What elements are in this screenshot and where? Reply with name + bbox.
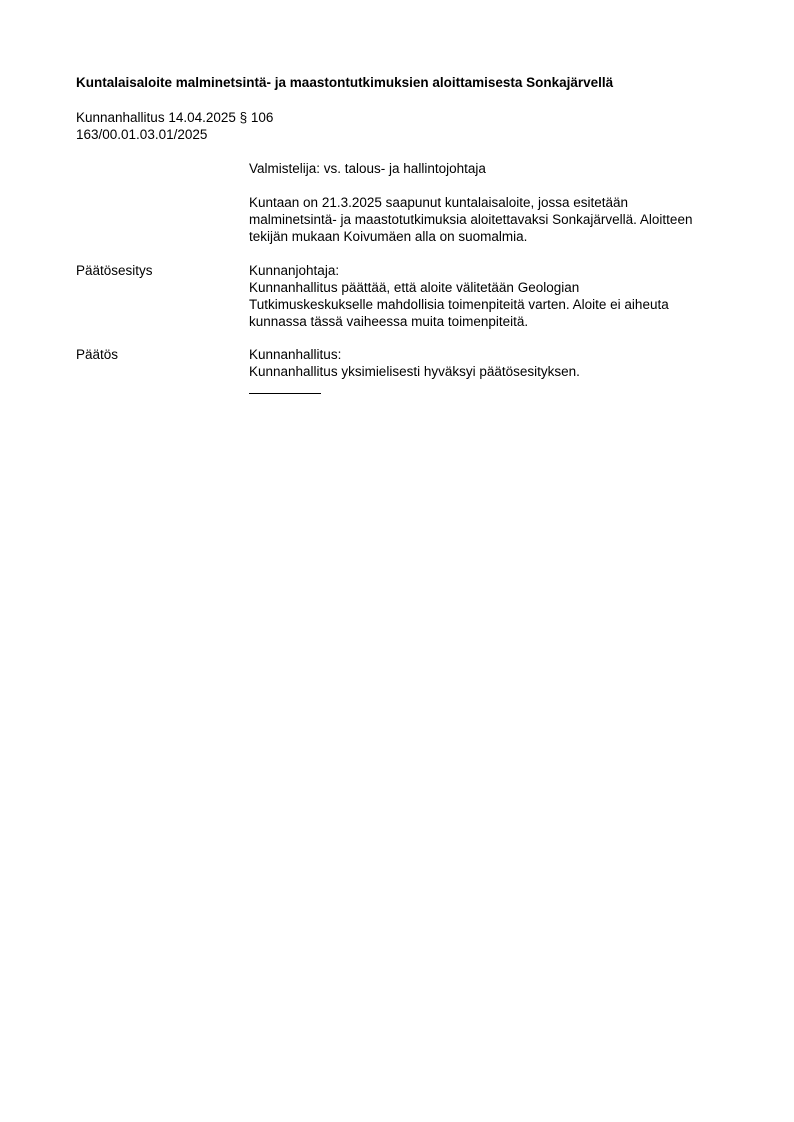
proposal-line: Tutkimuskeskukselle mahdollisia toimenpiteitä varten. Aloite ei aiheuta bbox=[249, 297, 669, 312]
description-line: Kuntaan on 21.3.2025 saapunut kuntalaisaloite, jossa esitetään bbox=[249, 195, 629, 210]
proposal-line: kunnassa tässä vaiheessa muita toimenpiteitä. bbox=[249, 314, 529, 329]
meeting-info bbox=[76, 109, 273, 143]
decision-line: Kunnanhallitus yksimielisesti hyväksyi päätösesityksen. bbox=[249, 364, 580, 379]
preparer-text: Valmistelija: vs. talous- ja hallintojohtaja bbox=[249, 161, 486, 176]
end-rule bbox=[249, 393, 321, 394]
description-line: malminetsintä- ja maastotutkimuksia aloitettavaksi Sonkajärvellä. Aloitteen bbox=[249, 212, 693, 227]
document-title: Kuntalaisaloite malminetsintä- ja maastontutkimuksien aloittamisesta Sonkajärvellä bbox=[76, 75, 614, 90]
description-line: tekijän mukaan Koivumäen alla on suomalmia. bbox=[249, 229, 528, 244]
proposal-line: Kunnanhallitus päättää, että aloite välitetään Geologian bbox=[249, 280, 580, 295]
record-number: 163/00.01.03.01/2025 bbox=[76, 127, 208, 142]
meeting-reference: Kunnanhallitus 14.04.2025 § 106 bbox=[76, 110, 274, 125]
proposal-label: Päätösesitys bbox=[76, 263, 153, 278]
decision-body: Kunnanhallitus: bbox=[249, 347, 342, 362]
proposal-presenter: Kunnanjohtaja: bbox=[249, 263, 340, 278]
decision-label: Päätös bbox=[76, 347, 119, 362]
